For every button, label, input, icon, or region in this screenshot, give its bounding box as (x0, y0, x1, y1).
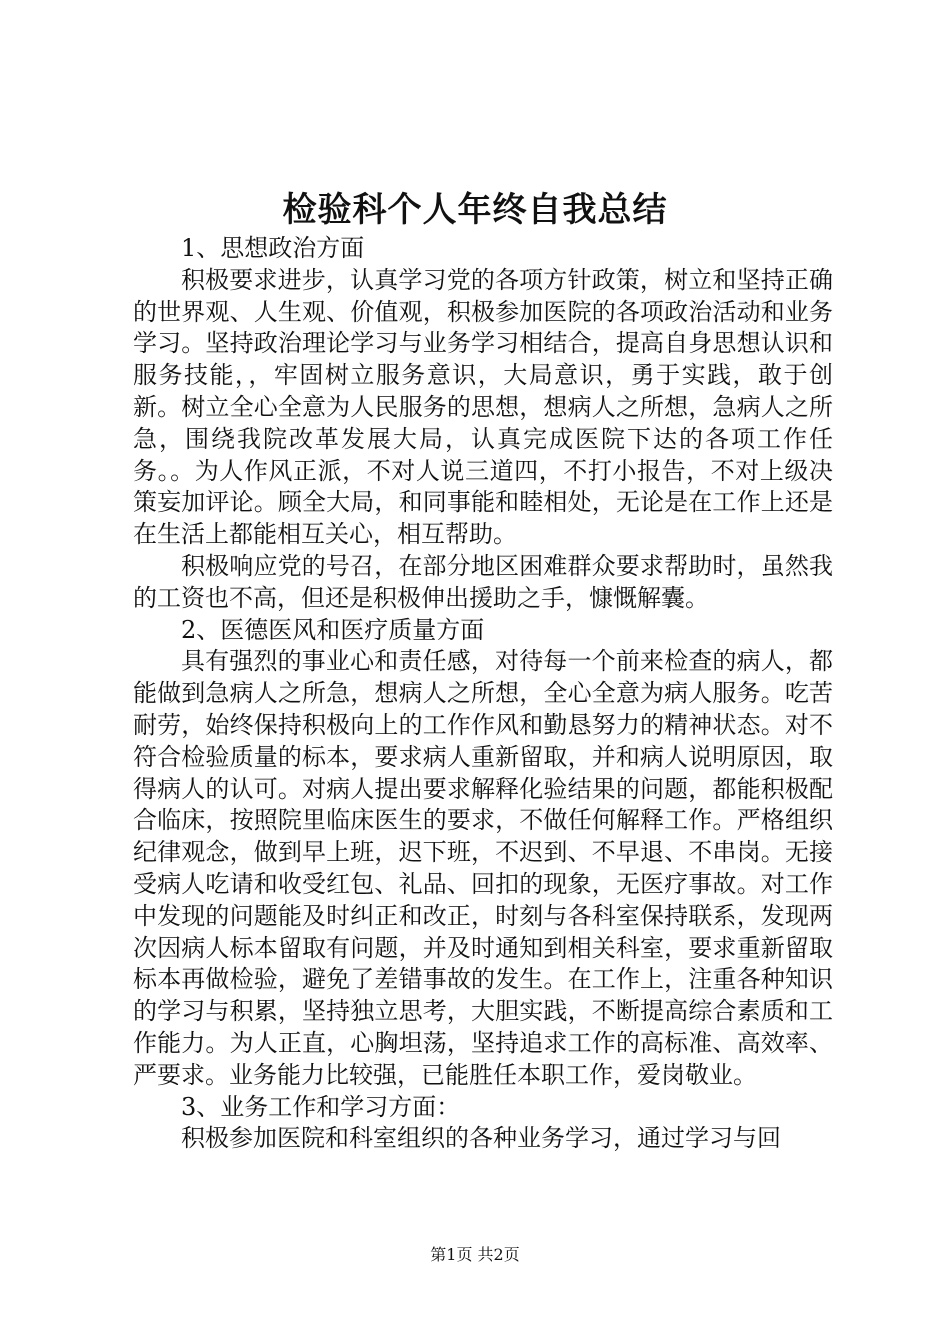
section-heading-1: 1、思想政治方面 (181, 234, 365, 262)
paragraph: 具有强烈的事业心和责任感，对待每一个前来检查的病人，都能做到急病人之所急，想病人之所想，全心全意为病人服务。吃苦耐劳，始终保持积极向上的工作作风和勤恳努力的精神状态。对不符合检验质量的标本，要求病人重新留取，并和病人说明原因，取得病人的认可。对病人提出要求解释化验结果的问题，都能积极配合临床，按照院里临床医生的要求，不做任何解释工作。严格组织纪律观念，做到早上班，迟下班，不迟到、不早退、不串岗。无接受病人吃请和收受红包、礼品、回扣的现象，无医疗事故。对工作中发现的问题能及时纠正和改正，时刻与各科室保持联系，发现两次因病人标本留取有问题，并及时通知到相关科室，要求重新留取标本再做检验，避免了差错事故的发生。在工作上，注重各种知识的学习与积累，坚持独立思考，大胆实践，不断提高综合素质和工作能力。为人正直，心胸坦荡，坚持追求工作的高标准、高效率、严要求。业务能力比较强，已能胜任本职工作，爱岗敬业。 (133, 647, 833, 1089)
paragraph: 积极响应党的号召，在部分地区困难群众要求帮助时，虽然我的工资也不高，但还是积极伸出援助之手，慷慨解囊。 (133, 551, 833, 612)
paragraph: 积极要求进步，认真学习党的各项方针政策，树立和坚持正确的世界观、人生观、价值观，积极参加医院的各项政治活动和业务学习。坚持政治理论学习与业务学习相结合，提高自身思想认识和服务技能，，牢固树立服务意识，大局意识，勇于实践，敢于创新。树立全心全意为人民服务的思想，想病人之所想，急病人之所急，围绕我院改革发展大局，认真完成医院下达的各项工作任务。。为人作风正派，不对人说三道四，不打小报告，不对上级决策妄加评论。顾全大局，和同事能和睦相处，无论是在工作上还是在生活上都能相互关心，相互帮助。 (133, 265, 833, 549)
document-body (133, 233, 833, 1155)
paragraph: 积极参加医院和科室组织的各种业务学习，通过学习与回 (181, 1124, 781, 1153)
document-title: 检验科个人年终自我总结 (282, 190, 668, 230)
section-heading-2: 2、医德医风和医疗质量方面 (181, 615, 485, 644)
section-heading-3: 3、业务工作和学习方面： (181, 1092, 461, 1121)
page-number-footer: 第1页 共2页 (430, 1245, 520, 1264)
